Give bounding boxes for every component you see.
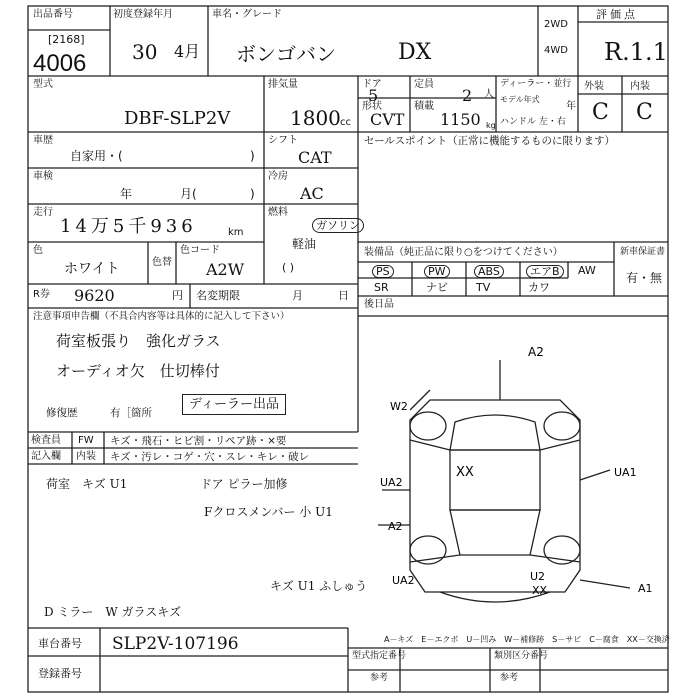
equipment-item: TV (476, 281, 491, 294)
diagram-label-u2: U2 (530, 570, 546, 583)
grade-box-label: 評価点 (596, 8, 638, 21)
fuel-other: ( ) (282, 261, 295, 274)
ac-label: 冷房 (268, 171, 288, 182)
doors-label: ドア (362, 79, 382, 90)
first-reg-year: 30 (132, 40, 158, 64)
diagram-label-a1: A1 (638, 582, 653, 595)
km-unit: km (228, 227, 244, 238)
diagram-label-xx-front: XX (456, 465, 474, 480)
shift-label: シフト (268, 135, 298, 146)
inspector-row-1: キズ・飛石・ヒビ割・リペア跡・×要 (110, 435, 287, 447)
doors-value: 5 (368, 86, 379, 105)
shape-value: CVT (370, 110, 405, 129)
exterior-grade: C (592, 100, 609, 125)
model-label: 車名・グレード (212, 9, 282, 20)
model-year-label: モデル年式 (500, 95, 540, 104)
year-unit: 年 (566, 101, 576, 112)
repair-label: 修復歴 (46, 407, 78, 419)
mileage-run-label: 走行 (33, 207, 53, 218)
inspector-label: 検査員 (31, 435, 61, 446)
diagram-label-a2-top: A2 (528, 345, 544, 359)
fw-label: FW (78, 435, 94, 446)
recorder-label: 記入欄 (31, 451, 61, 462)
equipment-item: エアB (526, 265, 564, 278)
capacity-value: 2 (462, 86, 473, 105)
equipment-item: AW (578, 264, 596, 277)
exterior-label: 外装 (584, 81, 604, 92)
mileage-value: 1150 (440, 110, 481, 129)
inspection-month: 月( (180, 187, 197, 201)
reg-label: 登録番号 (38, 667, 82, 680)
score: R.1.1 (604, 38, 668, 66)
ref-label-1: 参考 (370, 673, 389, 683)
later-label: 後日品 (364, 299, 394, 310)
remarks-line-2: Fクロスメンバー 小 U1 (204, 505, 333, 519)
recycle-unit: 円 (172, 289, 183, 302)
selling-points-label: セールスポイント（正常に機能するものに限ります） (364, 135, 616, 147)
lot-label: 出品番号 (33, 9, 73, 20)
recycle-label: R券 (33, 289, 50, 300)
history-value: 自家用・( (70, 149, 123, 163)
capacity-label: 定員 (414, 79, 434, 90)
diagram-label-ua2-left: UA2 (380, 476, 403, 489)
color-code-label: 色コード (180, 245, 220, 256)
damage-legend: A－キズ E－エクボ U－凹み W－補修跡 S－サビ C－腐食 XX－交換済 (384, 635, 670, 644)
recycle-value: 9620 (74, 286, 115, 305)
lot-number: 4006 (33, 50, 87, 77)
drive-4wd: 4WD (544, 45, 568, 56)
meikei-day: 日 (338, 289, 349, 302)
equipment-item: カワ (528, 281, 550, 294)
handle-label: ハンドル 左・右 (500, 117, 566, 127)
chassis-value: SLP2V-107196 (112, 634, 239, 654)
meikei-month: 月 (292, 289, 303, 302)
capacity-unit: 人 (484, 89, 494, 100)
first-reg-month: 4月 (174, 42, 201, 61)
inspection-label: 車検 (33, 171, 53, 182)
type-value: DBF-SLP2V (124, 108, 231, 129)
fuel-gas: ガソリン (312, 218, 364, 233)
car-damage-diagram (370, 330, 670, 630)
color-value: ホワイト (64, 261, 120, 277)
model-name: ボンゴバン (236, 42, 336, 66)
equipment-item: SR (374, 281, 389, 294)
warranty-label: 新車保証書 (620, 247, 666, 257)
meikei-label: 名変期限 (196, 289, 240, 302)
shape-label: 形状 (362, 101, 382, 112)
chassis-label: 車台番号 (38, 637, 82, 650)
type-label: 型式 (33, 79, 53, 90)
history-close: ) (250, 149, 255, 163)
diagram-label-w2: W2 (390, 400, 408, 413)
remarks-line-3: キズ U1 ふしゅう (270, 579, 368, 593)
equipment-item: ナビ (426, 281, 448, 294)
mileage-label: 積載 (414, 101, 434, 112)
interior-label: 内装 (630, 81, 650, 92)
ref-label-2: 参考 (500, 673, 519, 683)
displacement-unit: cc (340, 117, 351, 128)
repair-value: 有［箇所 (110, 407, 152, 419)
equipment-item: PS (372, 265, 394, 278)
mileage-run-value: 14万5千936 (60, 216, 197, 237)
diagram-label-xx-rear: XX (532, 584, 548, 597)
history-label: 車歴 (33, 135, 53, 146)
grade: DX (398, 40, 432, 65)
warranty-value: 有・無 (626, 271, 663, 285)
displacement-label: 排気量 (268, 79, 298, 90)
diagram-label-ua1: UA1 (614, 466, 637, 479)
fuel-diesel: 軽油 (292, 237, 317, 251)
interior-short-label: 内装 (76, 451, 96, 462)
shift-value: CAT (298, 148, 332, 167)
remarks-line-1b: ドア ピラー加修 (200, 477, 288, 491)
equipment-label: 装備品（純正品に限り○をつけてください） (364, 247, 563, 258)
dealer-label: ディーラー・並行 (500, 79, 572, 89)
equipment-item: ABS (474, 265, 504, 278)
color-label: 色 (33, 245, 43, 256)
interior-grade: C (636, 100, 653, 125)
fuel-label: 燃料 (268, 207, 288, 218)
displacement-value: 1800 (290, 106, 341, 130)
inspection-close: ) (250, 187, 255, 201)
color-code-value: A2W (206, 260, 245, 279)
color-change-label: 色替 (152, 257, 172, 268)
notes-line-1: 荷室板張り 強化ガラス (56, 332, 221, 350)
diagram-label-ua2-rear: UA2 (392, 574, 415, 587)
remarks-line-1: 荷室 キズ U1 (46, 477, 128, 491)
sub-number: [2168] (48, 33, 85, 46)
ac-value: AC (300, 184, 324, 203)
form-label-2: 類別区分番号 (494, 651, 549, 661)
notes-label: 注意事項申告欄（不具合内容等は具体的に記入して下さい） (33, 311, 290, 322)
mileage-unit: kg (486, 121, 496, 130)
diagram-label-a2-left: A2 (388, 520, 403, 533)
dealer-stamp: ディーラー出品 (182, 394, 286, 415)
drive-2wd: 2WD (544, 19, 568, 30)
form-label-1: 型式指定番号 (352, 651, 407, 661)
notes-line-2: オーディオ欠 仕切棒付 (56, 362, 220, 380)
inspector-row-2: キズ・汚レ・コゲ・穴・スレ・キレ・破レ (110, 451, 310, 463)
first-reg-label: 初度登録年月 (113, 9, 173, 20)
remarks-line-4: D ミラー W ガラスキズ (44, 605, 181, 619)
equipment-item: PW (424, 265, 450, 278)
inspection-year: 年 (120, 187, 133, 201)
